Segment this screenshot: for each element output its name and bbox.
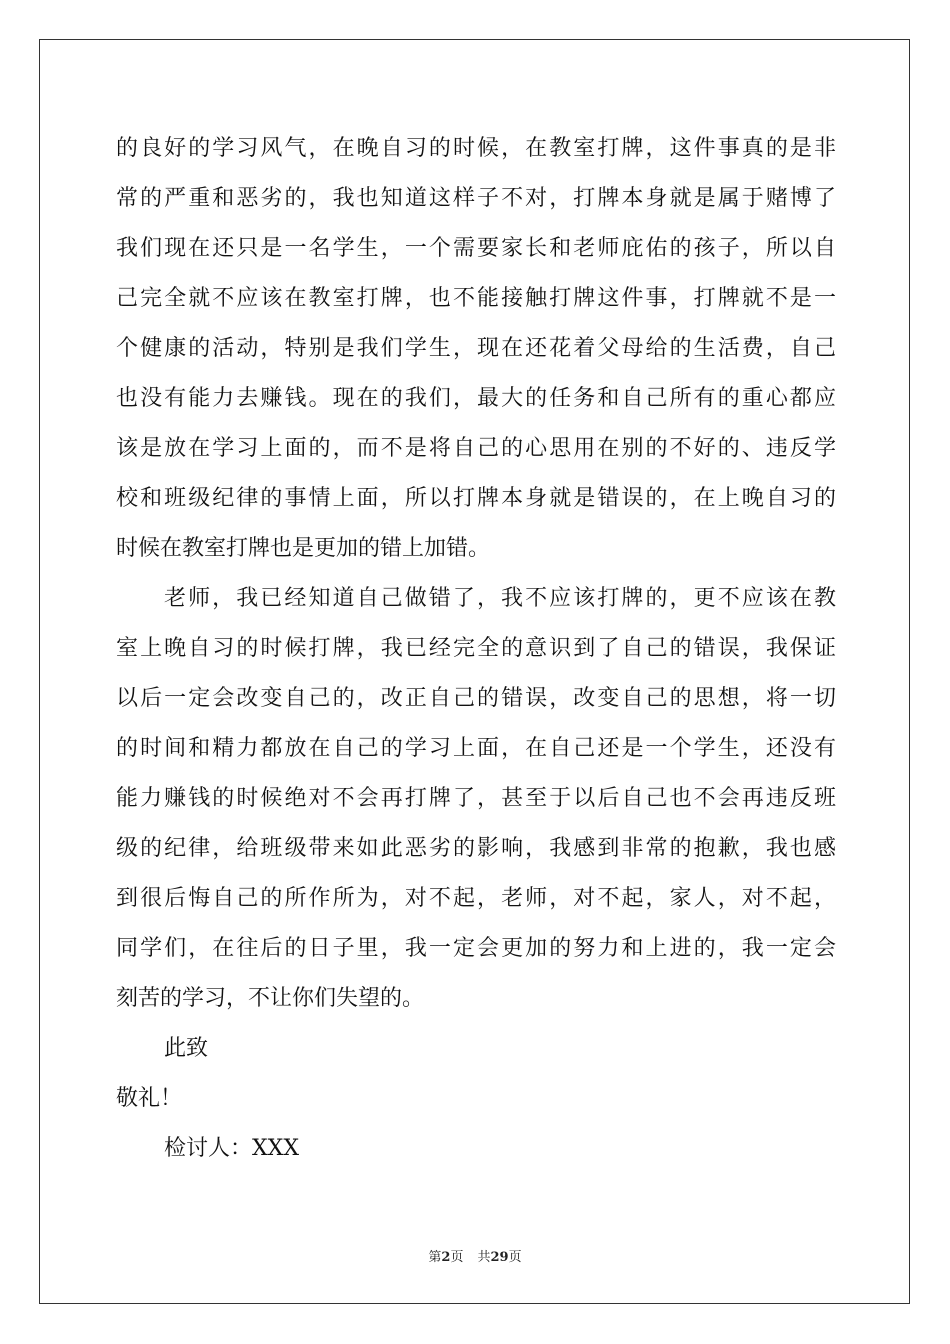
total-pages-number: 29	[490, 1250, 509, 1265]
signature: 检讨人：XXX	[164, 1136, 299, 1161]
total-prefix: 共	[477, 1250, 491, 1265]
paragraph-1-line-6: 也没有能力去赚钱。现在的我们，最大的任务和自己所有的重心都应	[116, 386, 836, 411]
paragraph-2-line-7: 到很后悔自己的所作所为，对不起，老师，对不起，家人，对不起，	[116, 886, 836, 911]
paragraph-1-line-2: 常的严重和恶劣的，我也知道这样子不对，打牌本身就是属于赌博了	[116, 186, 836, 211]
paragraph-1-line-8: 校和班级纪律的事情上面，所以打牌本身就是错误的，在上晚自习的	[116, 486, 836, 511]
total-suffix: 页	[508, 1250, 522, 1265]
paragraph-1-line-5: 个健康的活动，特别是我们学生，现在还花着父母给的生活费，自己	[116, 336, 836, 361]
page-footer	[0, 1246, 950, 1265]
paragraph-2-line-9: 刻苦的学习，不让你们失望的。	[116, 986, 425, 1011]
paragraph-1-line-1: 的良好的学习风气，在晚自习的时候，在教室打牌，这件事真的是非	[116, 136, 836, 161]
paragraph-1-line-3: 我们现在还只是一名学生，一个需要家长和老师庇佑的孩子，所以自	[116, 236, 836, 261]
paragraph-2-line-3: 以后一定会改变自己的，改正自己的错误，改变自己的思想，将一切	[116, 686, 836, 711]
paragraph-2-line-5: 能力赚钱的时候绝对不会再打牌了，甚至于以后自己也不会再违反班	[116, 786, 836, 811]
closing-regards: 敬礼！	[116, 1086, 183, 1111]
paragraph-1-line-4: 己完全就不应该在教室打牌，也不能接触打牌这件事，打牌就不是一	[116, 286, 836, 311]
paragraph-1-line-7: 该是放在学习上面的，而不是将自己的心思用在别的不好的、违反学	[116, 436, 836, 461]
paragraph-1-line-9: 时候在教室打牌也是更加的错上加错。	[116, 536, 491, 561]
paragraph-2-line-4: 的时间和精力都放在自己的学习上面，在自己还是一个学生，还没有	[116, 736, 836, 761]
page-suffix: 页	[450, 1250, 464, 1265]
closing-salutation: 此致	[164, 1036, 209, 1061]
paragraph-2-line-2: 室上晚自习的时候打牌，我已经完全的意识到了自己的错误，我保证	[116, 636, 836, 661]
current-page-number: 2	[441, 1250, 451, 1265]
paragraph-2-line-8: 同学们，在往后的日子里，我一定会更加的努力和上进的，我一定会	[116, 936, 836, 961]
page-prefix: 第	[428, 1250, 442, 1265]
paragraph-2-line-1: 老师，我已经知道自己做错了，我不应该打牌的，更不应该在教	[164, 586, 836, 611]
paragraph-2-line-6: 级的纪律，给班级带来如此恶劣的影响，我感到非常的抱歉，我也感	[116, 836, 836, 861]
